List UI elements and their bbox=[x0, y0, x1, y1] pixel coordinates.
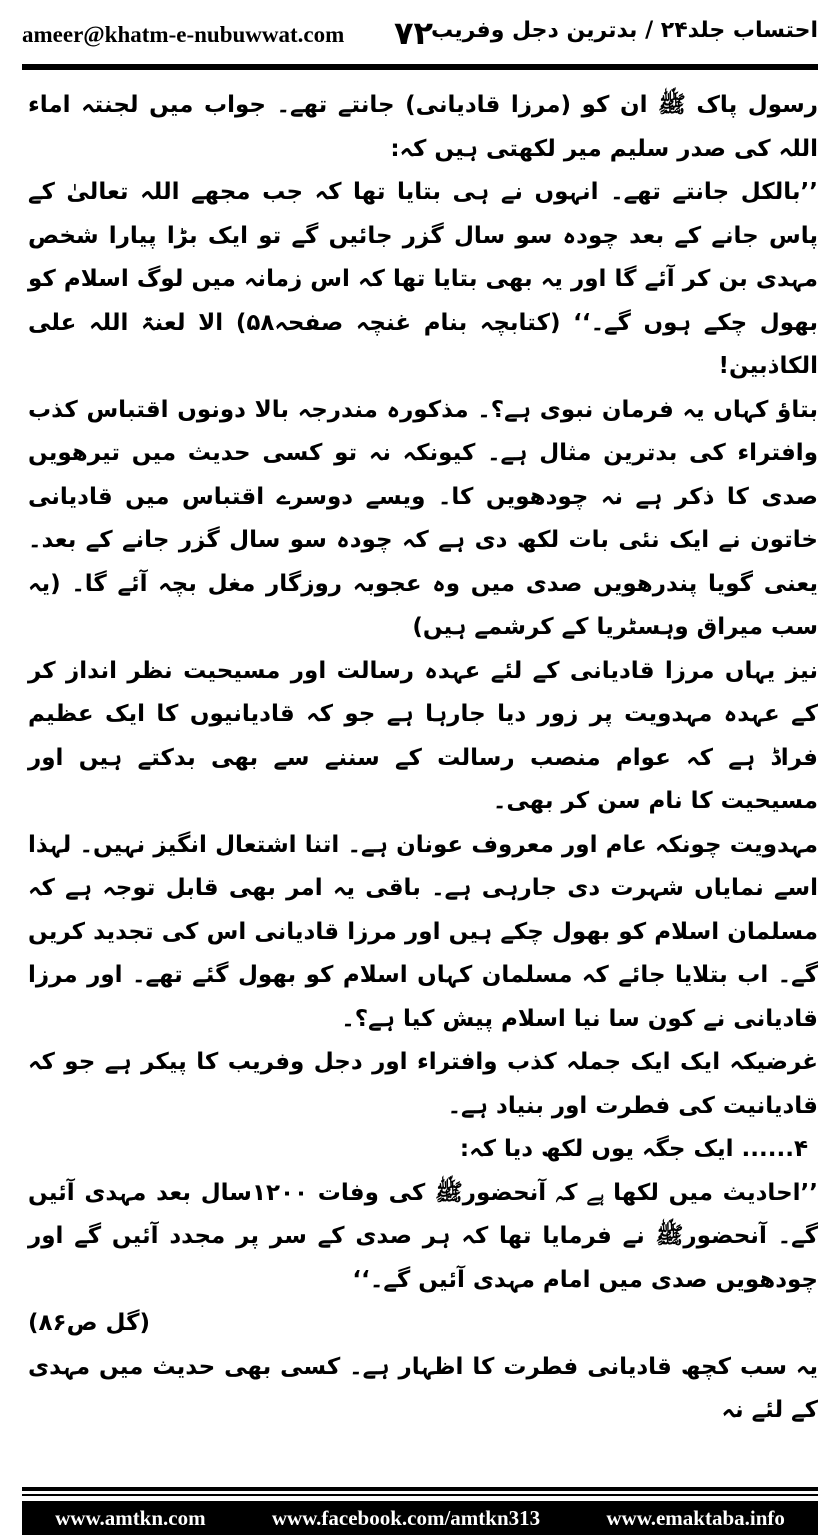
header-title: احتساب جلد۲۴ / بدترین دجل وفریب bbox=[431, 18, 818, 43]
paragraph: مہدویت چونکہ عام اور معروف عونان ہے۔ اتنا اشتعال انگیز نہیں۔ لہذا اسے نمایاں شہرت دی جارہی ہے۔ باقی یہ امر بھی قابل توجہ ہے کہ مسلمان اسلام کو بھول چکے ہیں اور مرزا قادیانی اس کی تجدید کریں گے۔ اب بتلایا جائے کہ مسلمان کہاں اسلام کو بھول گئے تھے۔ اور مرزا قادیانی نے کون سا نیا اسلام پیش کیا ہے؟۔ bbox=[28, 831, 818, 1032]
quote-paragraph: ’’احادیث میں لکھا ہے کہ آنحضورﷺ کی وفات ۱۲۰۰سال بعد مہدی آئیں گے۔ آنحضورﷺ نے فرمایا تھا کہ ہر صدی کے سر پر مجدد آئیں گے اور چودھویں صدی میں امام مہدی آئیں گے۔‘‘ bbox=[28, 1179, 819, 1293]
footer-link-facebook[interactable]: www.facebook.com/amtkn313 bbox=[271, 1505, 541, 1530]
reference-line bbox=[28, 1302, 818, 1346]
quote-paragraph: ’’بالکل جانتے تھے۔ انہوں نے ہی بتایا تھا کہ جب مجھے اللہ تعالیٰ کے پاس جانے کے بعد چودہ سو سال گزر جائیں گے تو ایک بڑا پیارا شخص مہدی بن کر آئے گا اور یہ بھی بتایا تھا کہ اس زمانہ میں لوگ اسلام کو بھول چکے ہوں گے۔‘‘ (کتابچہ بنام غنچہ صفحہ۵۸) الا لعنۃ اللہ علی الکاذبین! bbox=[28, 179, 818, 379]
footer-bar bbox=[22, 1501, 818, 1535]
footer-link-emaktaba[interactable]: www.emaktaba.info bbox=[606, 1505, 785, 1530]
paragraph: رسول پاک ﷺ ان کو (مرزا قادیانی) جانتے تھے۔ جواب میں لجنتہ اماء اللہ کی صدر سلیم میر لکھتی ہیں کہ: bbox=[28, 92, 818, 162]
page-body bbox=[28, 84, 818, 1433]
paragraph: یہ سب کچھ قادیانی فطرت کا اظہار ہے۔ کسی بھی حدیث میں مہدی کے لئے نہ bbox=[28, 1353, 818, 1423]
paragraph: نیز یہاں مرزا قادیانی کے لئے عہدہ رسالت اور مسیحیت نظر انداز کر کے عہدہ مہدویت پر زور دیا جارہا ہے جو کہ قادیانیوں کا ایک عظیم فراڈ ہے کہ عوام منصب رسالت کے سننے سے بھی بدکتے ہیں اور مسیحیت کا نام سن کر بھی۔ bbox=[28, 657, 818, 814]
paragraph: بتاؤ کہاں یہ فرمان نبوی ہے؟۔ مذکورہ مندرجہ بالا دونوں اقتباس کذب وافتراء کی بدترین مثال ہے۔ کیونکہ نہ تو کسی حدیث میں تیرھویں صدی کا ذکر ہے نہ چودھویں کا۔ ویسے دوسرے اقتباس میں قادیانی خاتون نے ایک نئی بات لکھ دی ہے کہ چودہ سو سال گزر جانے کے بعد۔ یعنی گویا پندرھویں صدی میں وہ عجوبہ روزگار مغل بچہ آئے گا۔ (یہ سب میراق وہسٹریا کے کرشمے ہیں) bbox=[28, 396, 818, 640]
section-heading: ۴...... ایک جگہ یوں لکھ دیا کہ: bbox=[459, 1136, 808, 1162]
footer-rule-thin bbox=[22, 1494, 818, 1496]
footer-rule bbox=[22, 1487, 818, 1491]
page-number: ۷۲ bbox=[394, 14, 434, 52]
header-email: ameer@khatm-e-nubuwwat.com bbox=[22, 22, 345, 47]
reference-citation: (گل ص۸۶) bbox=[28, 1310, 150, 1336]
page-header bbox=[22, 14, 818, 58]
paragraph: غرضیکہ ایک ایک جملہ کذب وافتراء اور دجل وفریب کا پیکر ہے جو کہ قادیانیت کی فطرت اور بنیاد ہے۔ bbox=[28, 1049, 818, 1119]
footer-link-amtkn[interactable]: www.amtkn.com bbox=[55, 1505, 206, 1530]
header-rule bbox=[22, 64, 818, 70]
